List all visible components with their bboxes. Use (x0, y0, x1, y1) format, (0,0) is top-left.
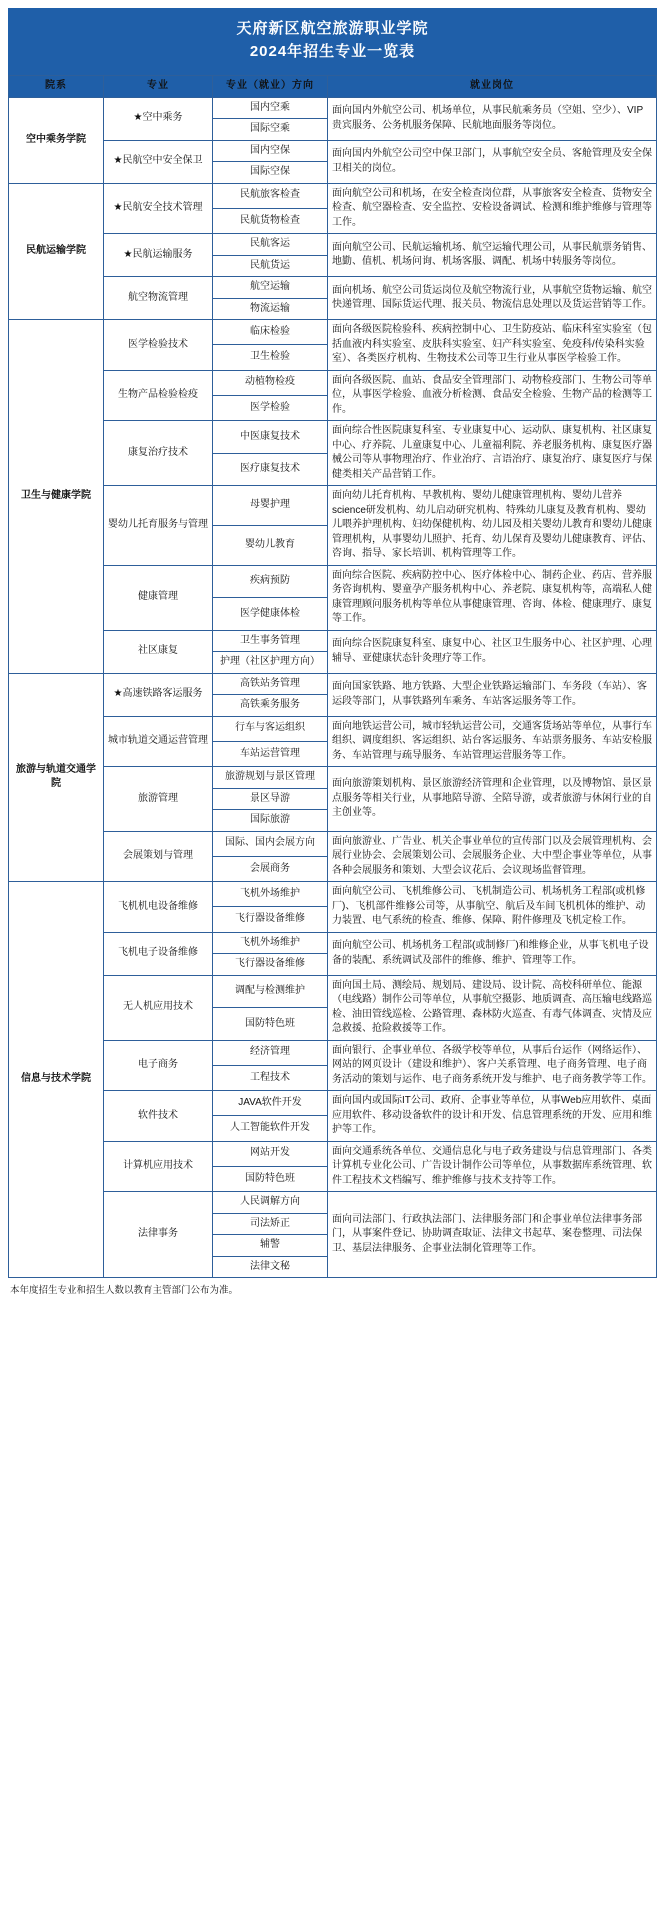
direction-cell: 高铁站务管理 (213, 673, 328, 695)
direction-cell: 卫生检验 (213, 345, 328, 370)
column-header-job: 就业岗位 (328, 76, 657, 98)
direction-cell: 经济管理 (213, 1040, 328, 1065)
major-cell: 会展策划与管理 (104, 831, 213, 882)
job-cell: 面向航空公司和机场，在安全检查岗位群，从事旅客安全检查、货物安全检查、航空器检查、安全监控、安检设备调试、检测和维护维修与管理等工作。 (328, 183, 657, 234)
major-cell: ★民航安全技术管理 (104, 183, 213, 234)
job-cell: 面向综合医院康复科室、康复中心、社区卫生服务中心、社区护理、心理辅导、亚健康状态针灸理疗等工作。 (328, 630, 657, 673)
direction-cell: 车站运营管理 (213, 741, 328, 766)
job-cell: 面向国内外航空公司空中保卫部门，从事航空安全员、客舱管理及安全保卫相关的岗位。 (328, 140, 657, 183)
direction-cell: 工程技术 (213, 1065, 328, 1090)
table-row (9, 673, 657, 695)
column-header-direction: 专业（就业）方向 (213, 76, 328, 98)
table-row (9, 716, 657, 741)
job-cell: 面向国家铁路、地方铁路、大型企业铁路运输部门、车务段（车站）、客运段等部门，从事铁路列车乘务、车站客运服务等工作。 (328, 673, 657, 716)
direction-cell: 飞机外场维护 (213, 882, 328, 907)
direction-cell: 飞行器设备维修 (213, 907, 328, 932)
direction-cell: 国际空乘 (213, 119, 328, 141)
direction-cell: 景区导游 (213, 788, 328, 810)
direction-cell: 婴幼儿教育 (213, 525, 328, 565)
column-header-major: 专业 (104, 76, 213, 98)
table-row (9, 975, 657, 1008)
table-row (9, 234, 657, 256)
major-cell: 法律事务 (104, 1192, 213, 1278)
department-cell: 卫生与健康学院 (9, 320, 104, 674)
table-row (9, 183, 657, 208)
department-cell: 旅游与轨道交通学院 (9, 673, 104, 882)
direction-cell: 民航货物检查 (213, 208, 328, 233)
major-cell: 旅游管理 (104, 767, 213, 832)
direction-cell: 临床检验 (213, 320, 328, 345)
table-row (9, 421, 657, 454)
major-cell: ★民航运输服务 (104, 234, 213, 277)
table-row (9, 882, 657, 907)
direction-cell: 飞机外场维护 (213, 932, 328, 954)
major-cell: ★民航空中安全保卫 (104, 140, 213, 183)
department-cell: 信息与技术学院 (9, 882, 104, 1278)
table-row (9, 1091, 657, 1116)
table-row (9, 932, 657, 954)
table-row (9, 370, 657, 395)
major-cell: 医学检验技术 (104, 320, 213, 371)
major-cell: 无人机应用技术 (104, 975, 213, 1040)
major-cell: ★空中乘务 (104, 97, 213, 140)
major-cell: 康复治疗技术 (104, 421, 213, 486)
major-cell: ★高速铁路客运服务 (104, 673, 213, 716)
job-cell: 面向交通系统各单位、交通信息化与电子政务建设与信息管理部门、各类计算机专业化公司、广告设计制作公司等单位，从事数据库系统管理、软件工程技术文档编写、维护维修与技术支持等工作。 (328, 1141, 657, 1192)
direction-cell: 网站开发 (213, 1141, 328, 1166)
direction-cell: 人工智能软件开发 (213, 1116, 328, 1141)
major-cell: 飞机电子设备维修 (104, 932, 213, 975)
admissions-document (0, 8, 665, 1296)
major-cell: 电子商务 (104, 1040, 213, 1091)
table-row (9, 1192, 657, 1214)
job-cell: 面向综合性医院康复科室、专业康复中心、运动队、康复机构、社区康复中心、疗养院、儿童康复中心、儿童福利院、养老服务机构、康复医疗器械公司等从事物理治疗、作业治疗、言语治疗、康复治疗、康复医疗与保健类相关产品营销工作。 (328, 421, 657, 486)
direction-cell: 高铁乘务服务 (213, 695, 328, 717)
direction-cell: 动植物检疫 (213, 370, 328, 395)
document-header (8, 8, 657, 75)
direction-cell: 国内空保 (213, 140, 328, 162)
footnote: 本年度招生专业和招生人数以教育主管部门公布为准。 (10, 1285, 239, 1296)
table-row (9, 565, 657, 598)
department-cell: 空中乘务学院 (9, 97, 104, 183)
direction-cell: 飞行器设备维修 (213, 954, 328, 976)
job-cell: 面向各级医院、血站、食品安全管理部门、动物检疫部门、生物公司等单位，从事医学检验、血液分析检测、食品安全检验、生物产品的检测等工作。 (328, 370, 657, 421)
direction-cell: 护理（社区护理方向） (213, 652, 328, 674)
direction-cell: 国防特色班 (213, 1166, 328, 1191)
table-row (9, 320, 657, 345)
direction-cell: 国内空乘 (213, 97, 328, 119)
direction-cell: 医学检验 (213, 395, 328, 420)
direction-cell: 国际、国内会展方向 (213, 831, 328, 856)
direction-cell: 会展商务 (213, 856, 328, 881)
major-cell: 生物产品检验检疫 (104, 370, 213, 421)
major-cell: 社区康复 (104, 630, 213, 673)
job-cell: 面向航空公司、飞机维修公司、飞机制造公司、机场机务工程部(或机修厂)、飞机部件维修公司等，从事航空、航后及车间飞机机体的维护、动力装置、电气系统的检查、维修、保障、附件修理及飞机定检工作。 (328, 882, 657, 933)
direction-cell: 法律文秘 (213, 1256, 328, 1278)
job-cell: 面向银行、企事业单位、各级学校等单位，从事后台运作（网络运作）、网站的网页设计（建设和维护）、客户关系管理、电子商务管理、电子商务活动的策划与运作、电子商务系统开发与维护、电子商务教学等工作。 (328, 1040, 657, 1091)
major-cell: 计算机应用技术 (104, 1141, 213, 1192)
direction-cell: 调配与检测维护 (213, 975, 328, 1008)
table-row (9, 277, 657, 299)
major-cell: 飞机机电设备维修 (104, 882, 213, 933)
table-row (9, 1040, 657, 1065)
direction-cell: 司法矫正 (213, 1213, 328, 1235)
direction-cell: 母婴护理 (213, 486, 328, 526)
document-title: 2024年招生专业一览表 (249, 42, 416, 60)
table-header-row (9, 76, 657, 98)
job-cell: 面向幼儿托育机构、早教机构、婴幼儿健康管理机构、婴幼儿营养science研发机构、幼儿启动研究机构、特殊幼儿康复及教育机构、婴幼儿喂养护理机构、妇幼保健机构、幼儿园及相关婴幼儿教育和婴幼儿健康管理机构，从事婴幼儿照护、托育、幼儿保育及婴幼儿健康教育、评估、咨询、指导、家长培训、机构管理等工作。 (328, 486, 657, 566)
direction-cell: JAVA软件开发 (213, 1091, 328, 1116)
direction-cell: 医学健康体检 (213, 598, 328, 631)
direction-cell: 旅游规划与景区管理 (213, 767, 328, 789)
job-cell: 面向司法部门、行政执法部门、法律服务部门和企事业单位法律事务部门，从事案件登记、协助调查取证、法律文书起草、案卷整理、司法保卫、基层法律服务、企事业法制化管理等工作。 (328, 1192, 657, 1278)
major-cell: 健康管理 (104, 565, 213, 630)
direction-cell: 国际旅游 (213, 810, 328, 832)
department-cell: 民航运输学院 (9, 183, 104, 320)
job-cell: 面向国内外航空公司、机场单位，从事民航乘务员（空姐、空少）、VIP贵宾服务、公务机服务保障、民航地面服务等岗位。 (328, 97, 657, 140)
direction-cell: 民航客运 (213, 234, 328, 256)
school-name: 天府新区航空旅游职业学院 (236, 20, 429, 37)
direction-cell: 行车与客运组织 (213, 716, 328, 741)
direction-cell: 疾病预防 (213, 565, 328, 598)
job-cell: 面向综合医院、疾病防控中心、医疗体检中心、制药企业、药店、营养服务咨询机构、婴童孕产服务机构中心、养老院、康复机构等，高端私人健康管理顾问服务机构等单位从事健康管理、咨询、体检、健康理疗、康复等工作。 (328, 565, 657, 630)
direction-cell: 卫生事务管理 (213, 630, 328, 652)
direction-cell: 国际空保 (213, 162, 328, 184)
job-cell: 面向国内或国际IT公司、政府、企事业等单位，从事Web应用软件、桌面应用软件、移动设备软件的设计和开发、信息管理系统的开发、应用和维护等工作。 (328, 1091, 657, 1142)
major-cell: 婴幼儿托育服务与管理 (104, 486, 213, 566)
direction-cell: 中医康复技术 (213, 421, 328, 454)
direction-cell: 国防特色班 (213, 1008, 328, 1041)
direction-cell: 医疗康复技术 (213, 453, 328, 486)
major-cell: 航空物流管理 (104, 277, 213, 320)
table-row (9, 97, 657, 119)
job-cell: 面向航空公司、民航运输机场、航空运输代理公司，从事民航票务销售、地勤、值机、机场问询、机场客服、调配、机场中转服务等岗位。 (328, 234, 657, 277)
direction-cell: 人民调解方向 (213, 1192, 328, 1214)
direction-cell: 航空运输 (213, 277, 328, 299)
table-row (9, 630, 657, 652)
job-cell: 面向国土局、测绘局、规划局、建设局、设计院、高校科研单位、能源（电线路）制作公司等单位，从事航空摄影、地质调查、高压输电线路巡检、油田管线巡检、公路管理、森林防火巡查、有毒气体调查、灾情及应急救援、抢险救援等工作。 (328, 975, 657, 1040)
job-cell: 面向旅游策划机构、景区旅游经济管理和企业管理，以及博物馆、景区景点服务等相关行业，从事地陪导游、全陪导游，或者旅游与休闲行业的自主创业等。 (328, 767, 657, 832)
major-cell: 城市轨道交通运营管理 (104, 716, 213, 767)
table-row (9, 831, 657, 856)
job-cell: 面向旅游业、广告业、机关企事业单位的宣传部门以及会展管理机构、会展行业协会、会展策划公司、会展服务企业、大中型企事业等单位，从事各种会展服务和策划、大型会议花后、会议现场监督管理。 (328, 831, 657, 882)
direction-cell: 民航旅客检查 (213, 183, 328, 208)
table-row (9, 767, 657, 789)
direction-cell: 物流运输 (213, 298, 328, 320)
direction-cell: 民航货运 (213, 255, 328, 277)
job-cell: 面向航空公司、机场机务工程部(或制修厂)和维修企业，从事飞机电子设备的装配、系统调试及部件的维修、维护、管理等工作。 (328, 932, 657, 975)
table-row (9, 486, 657, 526)
job-cell: 面向各级医院检验科、疾病控制中心、卫生防疫站、临床科室实验室（包括血液内科实验室、皮肤科实验室、妇产科实验室、免疫科/传染科实验室）、各类医疗机构、生物技术公司等卫生行业从事医学检验工作。 (328, 320, 657, 371)
majors-table (8, 75, 657, 1278)
direction-cell: 辅警 (213, 1235, 328, 1257)
table-row (9, 1141, 657, 1166)
table-row (9, 140, 657, 162)
job-cell: 面向地铁运营公司，城市轻轨运营公司，交通客货场站等单位，从事行车组织、调度组织、客运组织、站台客运服务、车站票务服务、车站安检服务、车站管理与疏导服务、车站管理运营服务等工作。 (328, 716, 657, 767)
job-cell: 面向机场、航空公司货运岗位及航空物流行业，从事航空货物运输、航空快递管理、国际货运代理、报关员、物流信息处理以及货运营销等工作。 (328, 277, 657, 320)
table-body (9, 97, 657, 1278)
column-header-department: 院系 (9, 76, 104, 98)
major-cell: 软件技术 (104, 1091, 213, 1142)
